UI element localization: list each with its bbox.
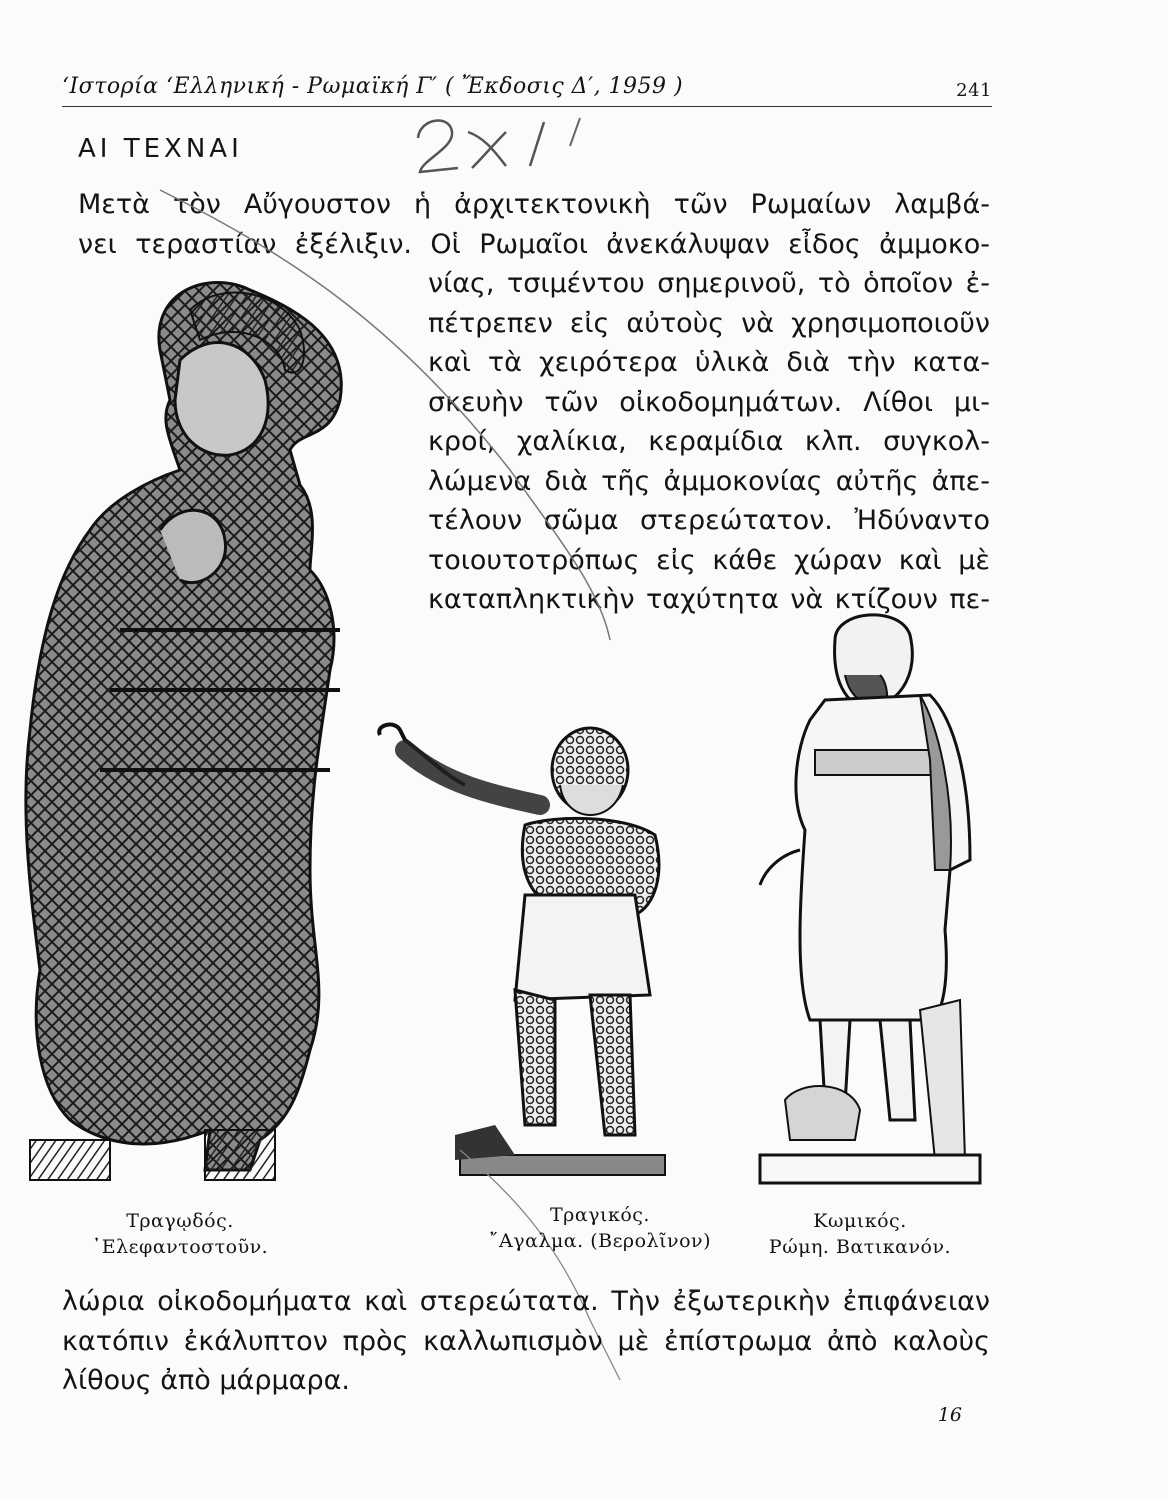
text-line: λώρια οἰκοδομήματα καὶ στερεώτατα. Τὴν ἐξωτερικὴν ἐπιφάνειαν (62, 1286, 990, 1317)
caption-location: Ρώμη. Βατικανόν. (768, 1236, 952, 1258)
tragic-actor-figure (10, 270, 370, 1190)
handwritten-note (410, 108, 630, 178)
text-line: κατόπιν ἐκάλυπτον πρὸς καλλωπισμὸν μὲ ἐπίστρωμα ἀπὸ καλοὺς (62, 1325, 990, 1357)
text-line: πέτρεπεν εἰς αὐτοὺς νὰ χρησιμοποιοῦν (428, 307, 990, 339)
signature-mark: 16 (937, 1404, 962, 1426)
text-line: καὶ τὰ χειρότερα ὑλικὰ διὰ τὴν κατα- (428, 347, 990, 378)
paragraph-wrapped (428, 264, 990, 620)
running-head-title: ‘Ιστορία ‘Ελληνική - Ρωμαϊκή Γ′ ( Ἔκδοσις Δ′, 1959 ) (62, 74, 684, 99)
caption-name: Τραγικός. (550, 1204, 650, 1226)
text-line: νίας, τσιμέντου σημερινοῦ, τὸ ὁποῖον ἐ- (428, 268, 990, 299)
text-line: νει τεραστίαν ἐξέλιξιν. Οἱ Ρωμαῖοι ἀνεκάλυψαν εἶδος ἀμμοκο- (78, 228, 990, 260)
text-line: λώμενα διὰ τῆς ἀμμοκονίας αὐτῆς ἀπε- (428, 465, 990, 497)
caption-location: ῎Αγαλμα. (Βερολῖνον) (489, 1230, 711, 1252)
paragraph-top (78, 185, 990, 264)
page-number: 241 (956, 80, 992, 101)
text-line: λίθους ἀπὸ μάρμαρα. (62, 1365, 350, 1396)
text-line: καταπληκτικὴν ταχύτητα νὰ κτίζουν πε- (428, 584, 990, 615)
paragraph-bottom (62, 1282, 990, 1401)
section-title: ΑΙ ΤΕΧΝΑΙ (78, 134, 243, 164)
text-line: σκευὴν τῶν οἰκοδομημάτων. Λίθοι μι- (428, 386, 990, 418)
caption-name: Κωμικός. (813, 1210, 907, 1232)
caption-name: Τραγῳδός. (126, 1210, 234, 1232)
caption-tragedian (70, 1208, 290, 1260)
text-line: Μετὰ τὸν Αὔγουστον ἡ ἀρχιτεκτονικὴ τῶν Ρωμαίων λαμβά- (78, 189, 990, 220)
caption-tragic (445, 1202, 755, 1254)
text-line: τέλουν σῶμα στερεώτατον. Ἠδύναντο (428, 505, 990, 536)
comic-statue-figure (740, 600, 990, 1190)
tragic-statue-figure (365, 715, 705, 1185)
page-header (62, 72, 992, 107)
text-line: κροί, χαλίκια, κεραμίδια κλπ. συγκολ- (428, 426, 990, 457)
text-line: τοιουτοτρόπως εἰς κάθε χώραν καὶ μὲ (428, 544, 990, 576)
caption-location: ᾿Ελεφαντοστοῦν. (91, 1236, 269, 1258)
caption-comic (730, 1208, 990, 1260)
